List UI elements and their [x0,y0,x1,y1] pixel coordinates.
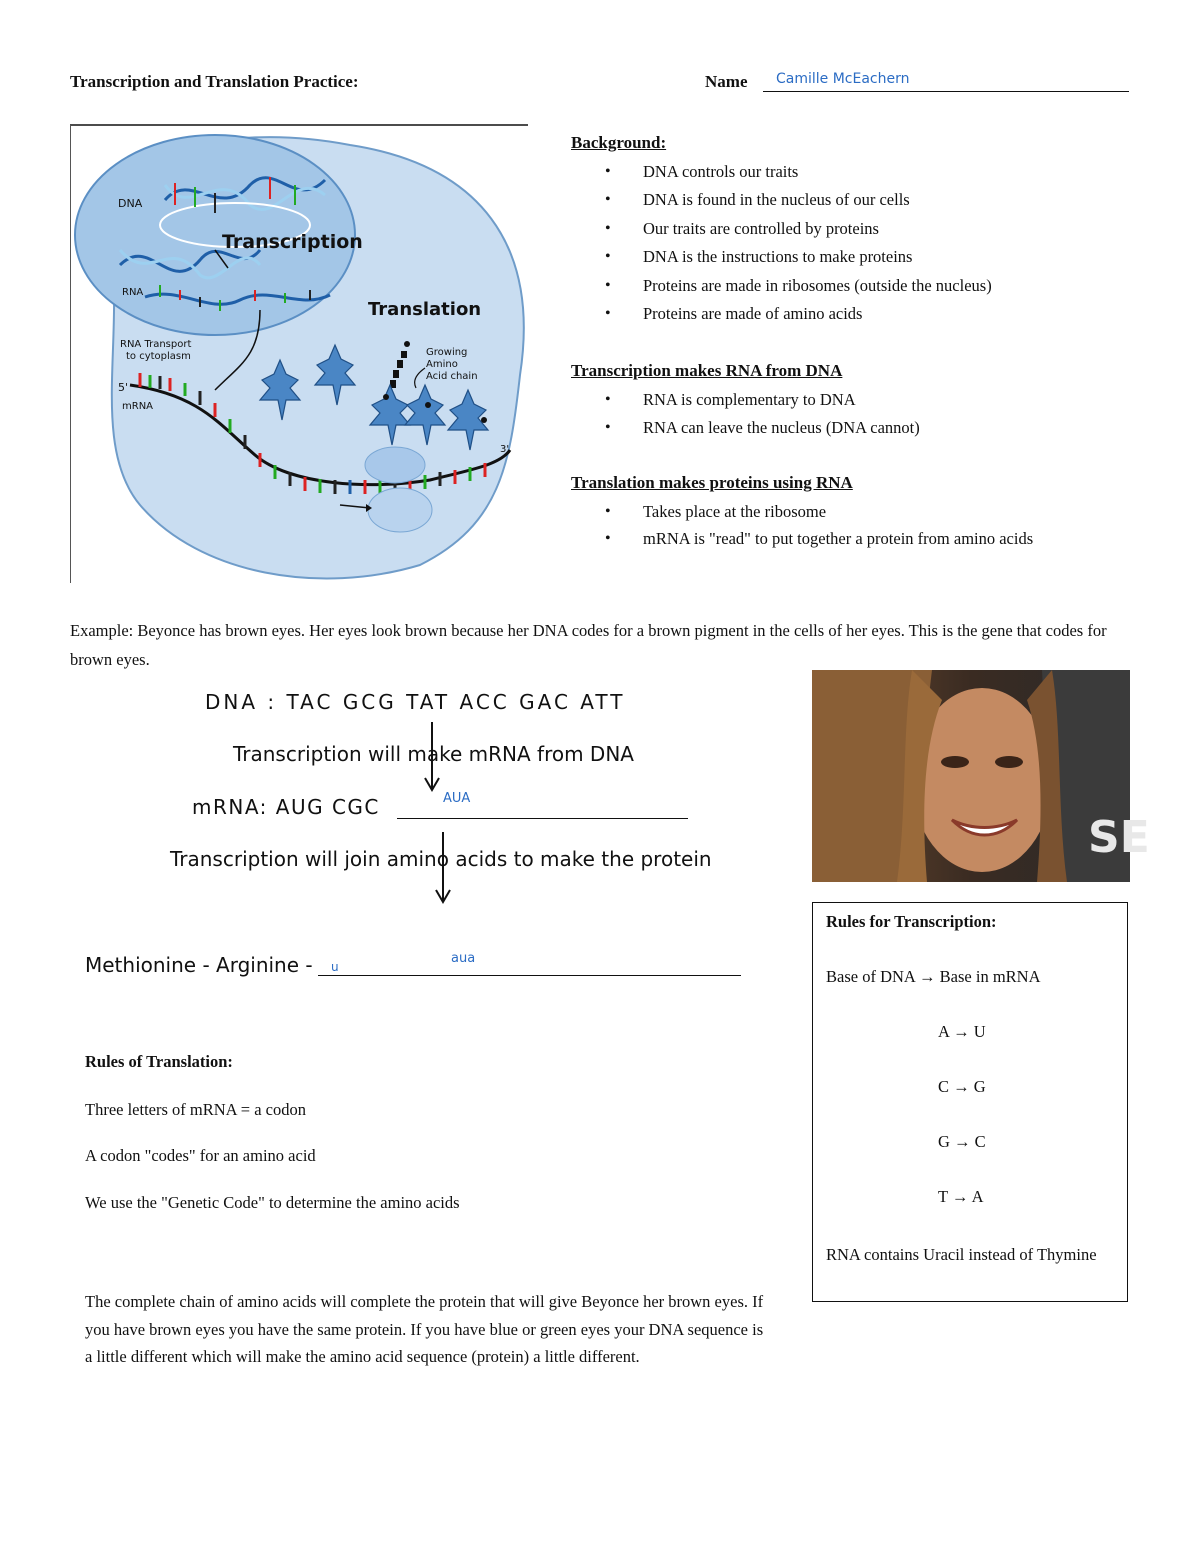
name-underline [763,91,1129,92]
down-arrow-icon [435,830,457,906]
diagram-label-mrna: mRNA [122,401,154,412]
photo-watermark: SE [1088,812,1150,863]
protein-answer-field[interactable]: u [331,960,339,974]
rules-translation-item: Three letters of mRNA = a codon [85,1100,306,1119]
diagram-label-dna: DNA [118,197,143,210]
background-list [571,158,1131,328]
dna-sequence: DNA : TAC GCG TAT ACC GAC ATT [205,690,626,714]
list-item: • mRNA is "read" to put together a protein from amino acids [571,526,1131,552]
closing-paragraph: The complete chain of amino acids will complete the protein that will give Beyonce her brown eyes. If you have brown eyes you have the same protein. If you have blue or green eyes your DNA sequence is a little different which will make the amino acid sequence (protein) a little different. [85,1292,764,1366]
base-pair: G → C [938,1132,986,1151]
list-item: • RNA can leave the nucleus (DNA cannot) [571,414,1131,442]
list-item: • Proteins are made in ribosomes (outside the nucleus) [571,272,1131,300]
protein-sequence-label: Methionine - Arginine - [85,953,313,977]
page-title: Transcription and Translation Practice: [70,72,359,91]
diagram-label-growing: Growing [426,347,468,358]
base-pair: C → G [938,1077,986,1096]
diagram-label-3prime: 3' [500,444,510,455]
diagram-label-acid-chain: Acid chain [426,371,478,382]
list-item: • DNA is found in the nucleus of our cells [571,186,1131,214]
uracil-note: RNA contains Uracil instead of Thymine [826,1245,1097,1264]
mrna-answer-field[interactable]: AUA [443,791,471,806]
rules-translation-item: A codon "codes" for an amino acid [85,1146,316,1165]
list-item: • DNA controls our traits [571,158,1131,186]
diagram-label-amino: Amino [426,359,458,370]
name-field[interactable]: Camille McEachern [776,71,910,87]
transcription-heading: Transcription makes RNA from DNA [571,361,843,380]
ribosome [368,488,432,532]
protein-answer-line [318,975,741,976]
diagram-label-transcription: Transcription [222,231,363,253]
transcription-note: Transcription will make mRNA from DNA [233,742,634,766]
list-item: • Takes place at the ribosome [571,498,1131,526]
base-pairing-header: Base of DNA → Base in mRNA [826,967,1041,986]
background-heading: Background: [571,133,667,152]
diagram-label-rna: RNA [122,287,144,298]
mrna-sequence-label: mRNA: AUG CGC [192,795,380,819]
list-item: • RNA is complementary to DNA [571,386,1131,414]
down-arrow-icon [424,720,446,795]
list-item: • DNA is the instructions to make proteins [571,243,1131,271]
diagram-label-rna-transport: RNA Transport [120,339,192,350]
protein-answer-field-2[interactable]: aua [451,951,476,966]
diagram-label-cytoplasm: to cytoplasm [126,351,191,362]
base-pair: A → U [938,1022,986,1041]
diagram-label-translation: Translation [368,299,482,320]
name-label: Name [705,72,748,91]
list-item: • Proteins are made of amino acids [571,300,1131,328]
base-pair: T → A [938,1187,984,1206]
translation-note: Transcription will join amino acids to make the protein [170,847,712,871]
diagram-label-5prime: 5' [118,381,129,394]
mrna-answer-line [397,818,688,819]
portrait-photo [812,670,1150,882]
list-item: • Our traits are controlled by proteins [571,215,1131,243]
example-paragraph: Example: Beyonce has brown eyes. Her eyes look brown because her DNA codes for a brown pigment in the cells of her eyes. This is the gene that codes for brown eyes. [70,621,1107,669]
rules-translation-item: We use the "Genetic Code" to determine the amino acids [85,1193,460,1212]
translation-heading: Translation makes proteins using RNA [571,473,853,492]
translation-list [571,498,1131,552]
rules-translation-heading: Rules of Translation: [85,1052,233,1071]
rules-transcription-heading: Rules for Transcription: [826,912,997,931]
transcription-translation-diagram [70,125,530,585]
transcription-list [571,386,1131,443]
